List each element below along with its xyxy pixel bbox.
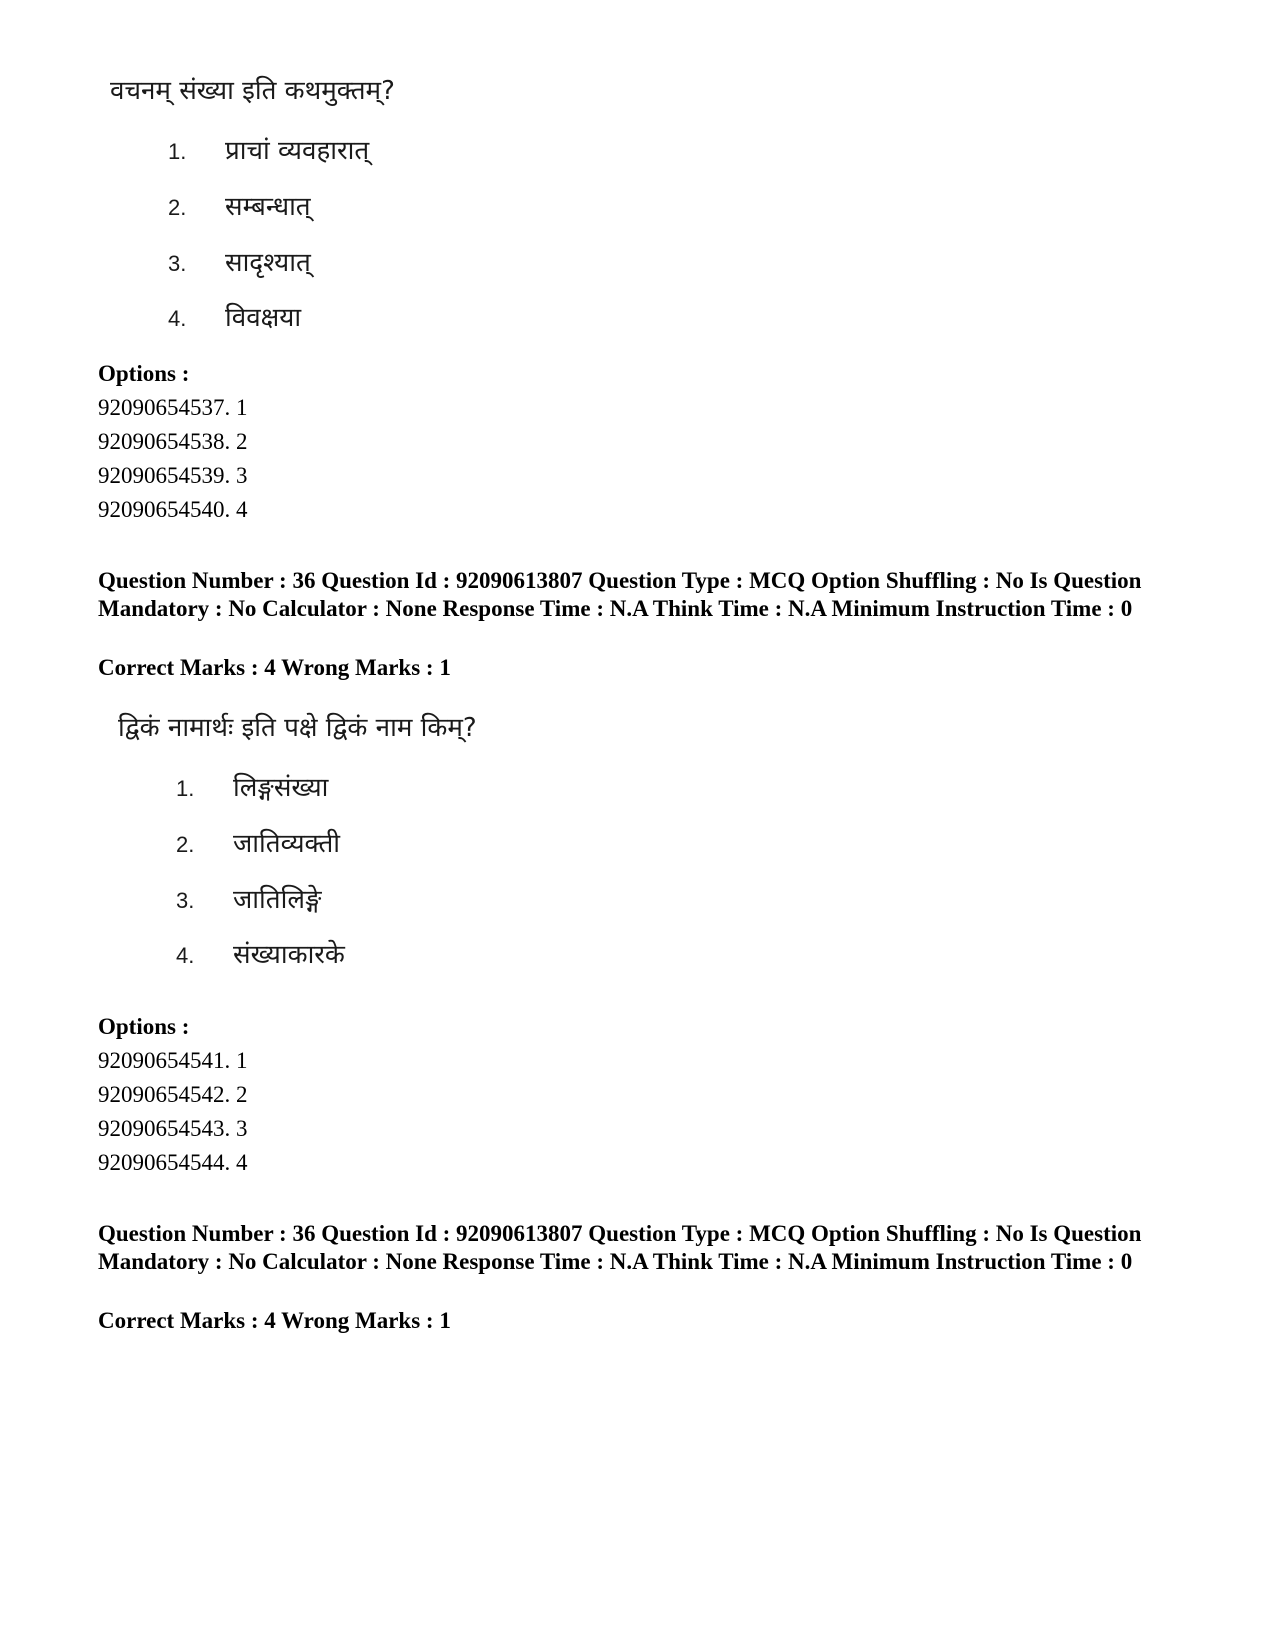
choice-item [176, 824, 340, 860]
choice-item [176, 768, 328, 804]
question-image-b [118, 713, 618, 983]
option-id: 92090654542. 2 [98, 1082, 248, 1107]
choice-text: जातिलिङ्गे [233, 885, 322, 915]
choice-number: 3. [168, 251, 187, 276]
option-id: 92090654539. 3 [98, 463, 248, 488]
question-meta: Question Number : 36 Question Id : 92090613807 Question Type : MCQ Option Shuffling : No Is Question Mandatory : No Calculator : None Response Time : N.A Think Time : N.A Minimum Instruction Time : 0 [98, 568, 1142, 621]
options-list [98, 1010, 248, 1180]
choice-text: सम्बन्धात् [225, 192, 311, 222]
choice-text: विवक्षया [225, 303, 302, 333]
question-meta: Question Number : 36 Question Id : 92090613807 Question Type : MCQ Option Shuffling : No Is Question Mandatory : No Calculator : None Response Time : N.A Think Time : N.A Minimum Instruction Time : 0 [98, 1221, 1142, 1274]
choice-number: 3. [176, 888, 195, 913]
choice-text: लिङ्गसंख्या [233, 773, 329, 803]
choice-item [168, 298, 301, 334]
choice-item [176, 935, 345, 971]
question-stem: वचनम् संख्या इति कथमुक्तम्? [110, 76, 395, 106]
choice-number: 2. [168, 195, 187, 220]
question-marks: Correct Marks : 4 Wrong Marks : 1 [98, 655, 451, 680]
question-marks: Correct Marks : 4 Wrong Marks : 1 [98, 1308, 451, 1333]
choice-text: संख्याकारके [233, 940, 345, 970]
choice-item [168, 243, 311, 279]
choice-item [176, 880, 321, 916]
choice-number: 1. [176, 776, 195, 801]
choice-text: प्राचां व्यवहारात् [225, 136, 370, 166]
question-image-a [110, 76, 610, 346]
option-id: 92090654537. 1 [98, 395, 248, 420]
question-stem: द्विकं नामार्थः इति पक्षे द्विकं नाम किम्? [118, 713, 477, 743]
choice-item [168, 187, 311, 223]
choice-item [168, 131, 369, 167]
choice-number: 4. [168, 306, 187, 331]
option-id: 92090654538. 2 [98, 429, 248, 454]
option-id: 92090654541. 1 [98, 1048, 248, 1073]
choice-text: जातिव्यक्ती [233, 829, 341, 859]
choice-number: 2. [176, 832, 195, 857]
choice-number: 1. [168, 139, 187, 164]
options-list [98, 357, 248, 527]
options-title: Options : [98, 1014, 190, 1039]
option-id: 92090654544. 4 [98, 1150, 248, 1175]
choice-number: 4. [176, 943, 195, 968]
choice-text: सादृश्यात् [225, 248, 311, 278]
options-title: Options : [98, 361, 190, 386]
option-id: 92090654540. 4 [98, 497, 248, 522]
option-id: 92090654543. 3 [98, 1116, 248, 1141]
